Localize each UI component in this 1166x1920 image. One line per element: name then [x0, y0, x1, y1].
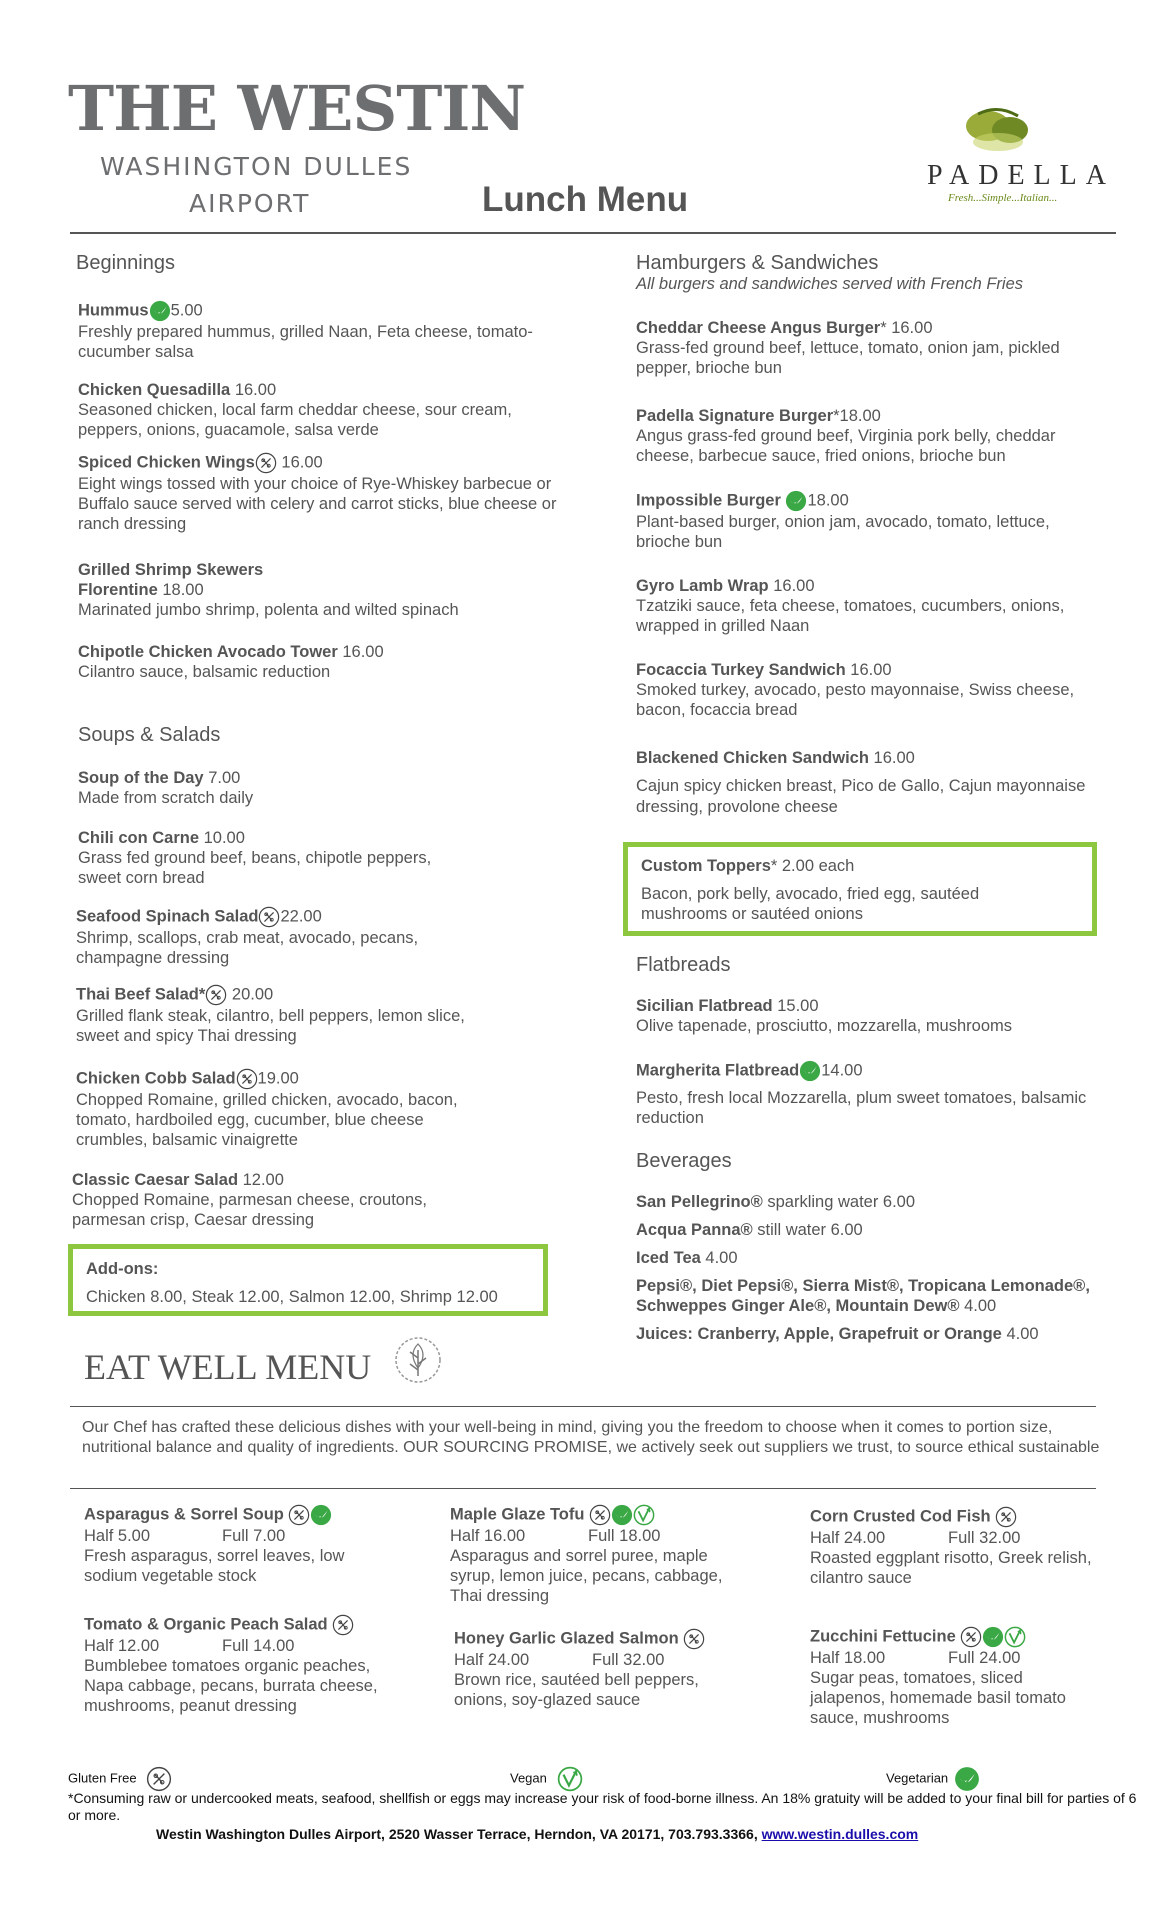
- gluten-free-icon: [995, 1506, 1017, 1528]
- item-price: 16.00: [234, 381, 277, 399]
- eat-well-item-honey-garlic-salmon: [454, 1628, 744, 1710]
- vegetarian-icon: [149, 300, 171, 322]
- menu-item-margherita-flatbread: [636, 1060, 1096, 1082]
- eat-well-title: EAT WELL MENU: [84, 1347, 372, 1387]
- menu-item-grilled-shrimp-skewers: [78, 560, 308, 600]
- item-description: Roasted eggplant risotto, Greek relish, cilantro sauce: [810, 1549, 1092, 1587]
- item-name: Impossible Burger: [636, 491, 781, 510]
- item-description: Tzatziki sauce, feta cheese, tomatoes, cucumbers, onions, wrapped in grilled Naan: [636, 597, 1065, 635]
- header-divider: [70, 232, 1116, 234]
- item-description: Grilled flank steak, cilantro, bell peppers, lemon slice, sweet and spicy Thai dressing: [76, 1007, 465, 1045]
- menu-item-chicken-cobb-salad: [76, 1068, 496, 1150]
- item-price: *18.00: [833, 407, 881, 425]
- vegetarian-icon: [799, 1060, 821, 1082]
- section-burgers-heading: Hamburgers & Sandwiches: [636, 252, 879, 274]
- eat-well-item-maple-glaze-tofu: [450, 1504, 740, 1606]
- menu-item-impossible-burger: [636, 490, 1096, 552]
- item-name: Spiced Chicken Wings: [78, 453, 255, 472]
- section-soups-salads-heading: Soups & Salads: [78, 724, 221, 746]
- item-name: Corn Crusted Cod Fish: [810, 1507, 991, 1526]
- item-price: 18.00: [807, 491, 849, 510]
- addons-text: Chicken 8.00, Steak 12.00, Salmon 12.00, Shrimp 12.00: [86, 1288, 498, 1306]
- legend-label: Vegan: [510, 1770, 547, 1786]
- item-price: 16.00: [873, 749, 915, 767]
- toppers-text: Bacon, pork belly, avocado, fried egg, sautéed mushrooms or sautéed onions: [641, 885, 980, 923]
- item-half-price: Half 24.00: [454, 1651, 530, 1669]
- eat-well-intro: Our Chef has crafted these delicious dishes with your well-being in mind, giving you the freedom to choose when it comes to portion size, nutritional balance and quality of ingredients. OUR SOURCING PROMISE, we actively seek out suppliers we trust, to source ethical sustainable: [82, 1419, 1100, 1456]
- item-description: Pesto, fresh local Mozzarella, plum sweet tomatoes, balsamic reduction: [636, 1089, 1087, 1127]
- addons-box: [68, 1244, 548, 1316]
- item-description: Bumblebee tomatoes organic peaches, Napa cabbage, pecans, burrata cheese, mushrooms, peanut dressing: [84, 1657, 378, 1715]
- item-description: Chopped Romaine, parmesan cheese, croutons, parmesan crisp, Caesar dressing: [72, 1191, 427, 1229]
- item-description: Grass-fed ground beef, lettuce, tomato, onion jam, pickled pepper, brioche bun: [636, 339, 1060, 377]
- footer-disclaimer: *Consuming raw or undercooked meats, seafood, shellfish or eggs may increase your risk of food-borne illness. An 18% gratuity will be added to your final bill for parties of 6 or more.: [68, 1790, 1137, 1823]
- item-name: Sicilian Flatbread: [636, 997, 773, 1015]
- item-description: Angus grass-fed ground beef, Virginia pork belly, cheddar cheese, barbecue sauce, fried onions, brioche bun: [636, 427, 1056, 465]
- menu-item-cheddar-cheese-angus-burger: [636, 318, 1096, 378]
- menu-item-classic-caesar-salad: [72, 1170, 492, 1230]
- eat-well-item-tomato-peach-salad: [84, 1614, 384, 1716]
- gluten-free-icon: [960, 1626, 982, 1648]
- item-description: Grass fed ground beef, beans, chipotle peppers, sweet corn bread: [78, 849, 432, 887]
- item-description: Freshly prepared hummus, grilled Naan, Feta cheese, tomato-cucumber salsa: [78, 323, 533, 361]
- item-description: Sugar peas, tomatoes, sliced jalapenos, homemade basil tomato sauce, mushrooms: [810, 1669, 1066, 1727]
- item-name: Tomato & Organic Peach Salad: [84, 1615, 328, 1634]
- westin-logo-title: THE WESTIN: [68, 72, 526, 145]
- item-description: Eight wings tossed with your choice of Rye-Whiskey barbecue or Buffalo sauce served with celery and carrot sticks, blue cheese or ranch dressing: [78, 475, 557, 533]
- item-full-price: Full 7.00: [222, 1527, 286, 1545]
- item-name: Padella Signature Burger: [636, 407, 834, 425]
- beverage-item: Iced Tea 4.00: [636, 1249, 738, 1267]
- item-description: Brown rice, sautéed bell peppers, onions, soy-glazed sauce: [454, 1671, 699, 1709]
- eat-well-item-zucchini-fettucine: [810, 1626, 1070, 1728]
- menu-item-gyro-lamb-wrap: [636, 576, 1096, 636]
- gluten-free-icon: [146, 1766, 172, 1792]
- menu-item-focaccia-turkey-sandwich: [636, 660, 1096, 720]
- website-link[interactable]: www.westin.dulles.com: [761, 1826, 919, 1842]
- vegan-icon: [633, 1504, 655, 1526]
- item-price: 16.00: [342, 643, 384, 661]
- item-name: Cheddar Cheese Angus Burger: [636, 319, 881, 337]
- item-name: Asparagus & Sorrel Soup: [84, 1505, 284, 1524]
- gluten-free-icon: [683, 1628, 705, 1650]
- section-burgers-subheading: All burgers and sandwiches served with French Fries: [636, 275, 1024, 293]
- item-description: Made from scratch daily: [78, 789, 254, 807]
- item-description: Seasoned chicken, local farm cheddar cheese, sour cream, peppers, onions, guacamole, salsa verde: [78, 401, 512, 439]
- gluten-free-icon: [332, 1614, 354, 1636]
- menu-item-seafood-spinach-salad: [76, 906, 476, 968]
- legend-vegan: [510, 1766, 583, 1792]
- gluten-free-icon: [288, 1504, 310, 1526]
- item-price: 19.00: [257, 1069, 299, 1088]
- item-name: Hummus: [78, 301, 149, 320]
- beverage-item: San Pellegrino® sparkling water 6.00: [636, 1193, 916, 1211]
- item-price: 18.00: [162, 581, 204, 599]
- item-full-price: Full 14.00: [222, 1637, 295, 1655]
- item-description: Cajun spicy chicken breast, Pico de Gallo, Cajun mayonnaise dressing, provolone cheese: [636, 777, 1086, 816]
- menu-item-chili-con-carne: [78, 828, 478, 888]
- menu-item-blackened-chicken-sandwich: [636, 748, 1126, 768]
- item-name: Thai Beef Salad*: [76, 985, 206, 1004]
- item-name: Margherita Flatbread: [636, 1061, 800, 1080]
- item-price: 16.00: [773, 577, 815, 595]
- menu-item-sicilian-flatbread: [636, 996, 1096, 1036]
- item-half-price: Half 12.00: [84, 1637, 160, 1655]
- padella-logo-tagline: Fresh...Simple...Italian...: [948, 192, 1058, 204]
- item-description: Asparagus and sorrel puree, maple syrup, lemon juice, pecans, cabbage, Thai dressing: [450, 1547, 723, 1605]
- item-name: Chipotle Chicken Avocado Tower: [78, 643, 338, 661]
- vegan-icon: [1004, 1626, 1026, 1648]
- page-title: Lunch Menu: [482, 180, 689, 219]
- vegetarian-icon: [611, 1504, 633, 1526]
- item-name: Chicken Quesadilla: [78, 381, 231, 399]
- vegetarian-icon: [954, 1766, 980, 1792]
- item-full-price: Full 32.00: [948, 1529, 1021, 1547]
- legend-gluten-free: [68, 1766, 172, 1792]
- item-description: Plant-based burger, onion jam, avocado, tomato, lettuce, brioche bun: [636, 513, 1050, 551]
- gluten-free-icon: [258, 906, 280, 928]
- item-description: Smoked turkey, avocado, pesto mayonnaise, Swiss cheese, bacon, focaccia bread: [636, 681, 1075, 719]
- item-price: 7.00: [208, 769, 241, 787]
- item-price: 16.00: [850, 661, 892, 679]
- item-price: 14.00: [821, 1061, 863, 1080]
- beverage-item: Juices: Cranberry, Apple, Grapefruit or Orange 4.00: [636, 1325, 1039, 1343]
- item-half-price: Half 5.00: [84, 1527, 151, 1545]
- item-half-price: Half 16.00: [450, 1527, 526, 1545]
- vegetarian-icon: [785, 490, 807, 512]
- menu-item-spiced-chicken-wings: [78, 452, 568, 534]
- westin-logo-airport: AIRPORT: [189, 189, 311, 218]
- eat-well-divider-top: [70, 1406, 1096, 1407]
- item-full-price: Full 18.00: [588, 1527, 661, 1545]
- menu-item-soup-of-the-day: [78, 768, 568, 808]
- toppers-title: Custom Toppers* 2.00 each: [641, 857, 855, 875]
- footer-address: Westin Washington Dulles Airport, 2520 Wasser Terrace, Herndon, VA 20171, 703.793.3366, www.westin.dulles.com: [156, 1826, 919, 1842]
- menu-item-hummus: [78, 300, 568, 362]
- menu-item-chicken-quesadilla: [78, 380, 568, 440]
- item-name: Gyro Lamb Wrap: [636, 577, 769, 595]
- section-flatbreads-heading: Flatbreads: [636, 954, 731, 976]
- beverage-item: Pepsi®, Diet Pepsi®, Sierra Mist®, Tropicana Lemonade®, Schweppes Ginger Ale®, Mountain Dew® 4.00: [636, 1277, 1090, 1315]
- item-price: 12.00: [242, 1171, 284, 1189]
- gluten-free-icon: [236, 1068, 258, 1090]
- vegetarian-icon: [310, 1504, 332, 1526]
- item-half-price: Half 18.00: [810, 1649, 886, 1667]
- vegan-icon: [557, 1766, 583, 1792]
- item-description: Shrimp, scallops, crab meat, avocado, pecans, champagne dressing: [76, 929, 419, 967]
- gluten-free-icon: [205, 984, 227, 1006]
- gluten-free-icon: [589, 1504, 611, 1526]
- legend-vegetarian: [886, 1766, 980, 1792]
- eat-well-item-asparagus-sorrel-soup: [84, 1504, 384, 1586]
- leaf-badge-icon: [386, 1328, 450, 1392]
- eat-well-item-corn-crusted-cod-fish: [810, 1506, 1100, 1588]
- addons-title: Add-ons:: [86, 1260, 159, 1278]
- vegetarian-icon: [982, 1626, 1004, 1648]
- legend-label: Vegetarian: [886, 1770, 949, 1786]
- item-price: 22.00: [280, 907, 322, 926]
- menu-item-thai-beef-salad: [76, 984, 506, 1046]
- item-name: Chili con Carne: [78, 829, 200, 847]
- item-name: Seafood Spinach Salad: [76, 907, 259, 926]
- item-name: Chicken Cobb Salad: [76, 1069, 236, 1088]
- item-half-price: Half 24.00: [810, 1529, 886, 1547]
- item-name: Focaccia Turkey Sandwich: [636, 661, 846, 679]
- custom-toppers-box: [623, 842, 1097, 936]
- padella-olive-logo: [958, 102, 1038, 162]
- item-name: Soup of the Day: [78, 769, 204, 787]
- section-beverages-heading: Beverages: [636, 1150, 732, 1172]
- gluten-free-icon: [255, 452, 277, 474]
- item-name: Honey Garlic Glazed Salmon: [454, 1629, 679, 1648]
- item-name: Maple Glaze Tofu: [450, 1505, 585, 1524]
- item-full-price: Full 32.00: [592, 1651, 665, 1669]
- eat-well-divider-bottom: [70, 1488, 1096, 1489]
- item-price: 10.00: [203, 829, 245, 847]
- westin-logo-location: WASHINGTON DULLES: [100, 152, 413, 181]
- item-description: Chopped Romaine, grilled chicken, avocado, bacon, tomato, hardboiled egg, cucumber, blue cheese crumbles, balsamic vinaigrette: [76, 1091, 458, 1149]
- item-description: Fresh asparagus, sorrel leaves, low sodium vegetable stock: [84, 1547, 345, 1585]
- item-description: Marinated jumbo shrimp, polenta and wilted spinach: [78, 601, 459, 619]
- item-full-price: Full 24.00: [948, 1649, 1021, 1667]
- eat-well-badge: [386, 1328, 450, 1392]
- legend-label: Gluten Free: [68, 1770, 137, 1786]
- item-description: Olive tapenade, prosciutto, mozzarella, mushrooms: [636, 1017, 1013, 1035]
- item-name: Blackened Chicken Sandwich: [636, 749, 869, 767]
- item-name: Classic Caesar Salad: [72, 1171, 239, 1189]
- menu-item-chipotle-chicken-avocado-tower: [78, 642, 568, 682]
- padella-logo-name: PADELLA: [927, 160, 1115, 191]
- item-price: 5.00: [170, 301, 203, 320]
- item-price: * 16.00: [880, 319, 933, 337]
- menu-item-padella-signature-burger: [636, 406, 1096, 466]
- item-description: Cilantro sauce, balsamic reduction: [78, 663, 331, 681]
- item-price: 20.00: [231, 985, 274, 1004]
- beverage-item: Acqua Panna® still water 6.00: [636, 1221, 863, 1239]
- section-beginnings-heading: Beginnings: [76, 252, 175, 274]
- item-price: 15.00: [777, 997, 819, 1015]
- item-price: 16.00: [281, 453, 323, 472]
- item-name: Grilled Shrimp Skewers Florentine: [78, 561, 264, 599]
- item-name: Zucchini Fettucine: [810, 1627, 956, 1646]
